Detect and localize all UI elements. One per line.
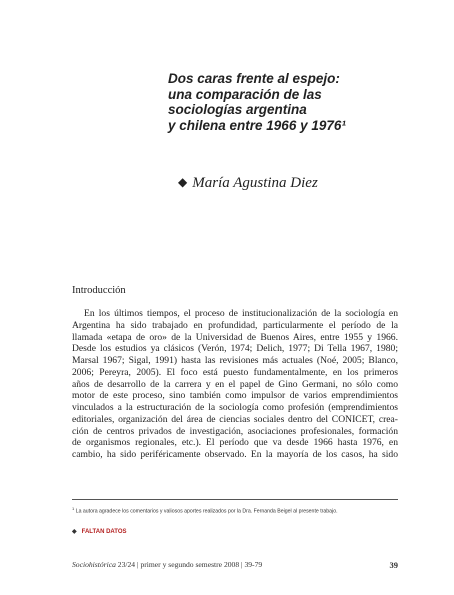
body-line: motor de este proceso, sino también como impulsor de varios emprendimientos [72,390,398,402]
article-title [168,71,418,133]
title-line: una comparación de las [168,86,322,102]
footnote [72,505,398,516]
body-line: cambio, ha sido periféricamente observado. En la mayoría de los casos, ha sido [72,449,398,460]
missing-data-label: FALTAN DATOS [81,529,127,535]
diamond-bullet-icon: ◆ [178,175,188,189]
author-name: María Agustina Diez [192,175,318,191]
title-line: Dos caras frente al espejo: [168,71,340,86]
footnote-marker: 1 [72,506,75,511]
body-line: Desde los estudios ya clásicos (Verón, 1974; Delich, 1977; Di Tella 1967, 1980; [72,343,398,355]
missing-data-flag [72,528,127,535]
body-line: llamada «etapa de oro» de la Universidad de Buenos Aires, entre 1955 y 1966. [72,331,398,343]
body-line: ción de centros privados de investigación, asociaciones profesionales, formación [72,425,398,437]
body-line: de organismos regionales, etc.). El período que va desde 1966 hasta 1976, en [72,437,398,449]
page-footer [72,560,398,569]
section-heading: Introducción [72,285,126,296]
footer-separator: | [137,560,139,569]
title-line: sociologías argentina [168,102,307,117]
body-line: Marsal 1967; Sigal, 1991) hasta las revisiones más actuales (Noé, 2005; Blanco, [72,355,398,366]
body-paragraph [72,308,398,461]
author-line [178,175,318,192]
body-line: vinculados a la estructuración de la sociología como profesión (emprendimientos [72,402,398,413]
journal-name: Sociohistórica [72,560,116,569]
body-line: años de desarrollo de la carrera y en el papel de Gino Germani, no sólo como [72,378,398,390]
body-line: En los últimos tiempos, el proceso de institucionalización de la sociología en [84,308,398,319]
diamond-bullet-icon: ◆ [72,529,77,535]
journal-issue: 23/24 [117,560,136,569]
title-line: y chilena entre 1966 y 1976¹ [168,117,346,133]
page-number: 39 [389,560,398,570]
footnote-divider [72,499,398,500]
journal-details: primer y segundo semestre 2008 | 39-79 [140,560,263,569]
body-line: Argentina ha sido trabajado en profundidad, particularmente el período de la [72,319,398,331]
body-line: editoriales, organización del área de ciencias sociales dentro del CONICET, crea- [72,413,398,425]
footnote-text: La autora agradece los comentarios y valiosos aportes realizados por la Dra. Fernanda Beigel al presente trabajo. [75,508,338,515]
body-line: 2006; Pereyra, 2005). El foco está puesto fundamentalmente, en los primeros [72,366,398,378]
